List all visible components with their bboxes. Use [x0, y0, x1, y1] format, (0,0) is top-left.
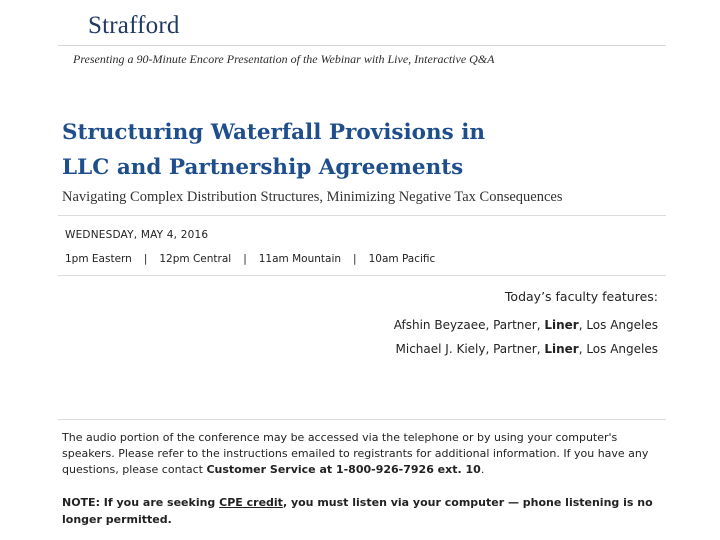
divider [58, 215, 666, 216]
webinar-times [65, 253, 435, 265]
webinar-title [62, 115, 682, 185]
faculty-location: , Los Angeles [578, 342, 658, 356]
divider [58, 419, 666, 420]
faculty-name-title: Afshin Beyzaee, Partner, [393, 318, 545, 332]
header-divider [58, 45, 666, 46]
faculty-firm: Liner [544, 342, 579, 356]
title-line-2: LLC and Partnership Agreements [62, 155, 464, 180]
faculty-member [396, 342, 659, 356]
webinar-subtitle: Navigating Complex Distribution Structures, Minimizing Negative Tax Consequences [62, 189, 563, 205]
audio-text: The audio portion of the conference may be accessed via the telephone or by using your computer's speakers. Please refer to the instructions emailed to registrants for additional information. If you have any questions, please contact [62, 431, 649, 476]
faculty-heading: Today’s faculty features: [504, 289, 658, 304]
faculty-name-title: Michael J. Kiely, Partner, [395, 342, 545, 356]
time-separator: | [243, 253, 247, 265]
audio-instructions [62, 430, 662, 478]
customer-service-contact: Customer Service at 1-800-926-7926 ext. 10 [206, 463, 481, 476]
cpe-credit-link[interactable]: CPE credit [219, 496, 283, 509]
divider [58, 275, 666, 276]
title-line-1: Structuring Waterfall Provisions in [62, 120, 485, 145]
presentation-tagline: Presenting a 90-Minute Encore Presentation of the Webinar with Live, Interactive Q&A [73, 52, 495, 66]
note-prefix: NOTE: If you are seeking [62, 496, 220, 509]
time-central: 12pm Central [159, 253, 232, 265]
strafford-logo: Strafford [88, 12, 180, 39]
note-suffix: , you must listen via your computer — phone listening is no longer permitted. [62, 496, 653, 526]
time-pacific: 10am Pacific [368, 253, 436, 265]
cpe-note [62, 494, 662, 528]
faculty-location: , Los Angeles [578, 318, 658, 332]
faculty-firm: Liner [544, 318, 579, 332]
time-eastern: 1pm Eastern [65, 253, 132, 265]
time-mountain: 11am Mountain [258, 253, 342, 265]
faculty-member [394, 318, 658, 332]
time-separator: | [143, 253, 148, 265]
audio-end: . [480, 463, 485, 476]
webinar-date: WEDNESDAY, MAY 4, 2016 [65, 229, 209, 241]
time-separator: | [353, 253, 357, 265]
